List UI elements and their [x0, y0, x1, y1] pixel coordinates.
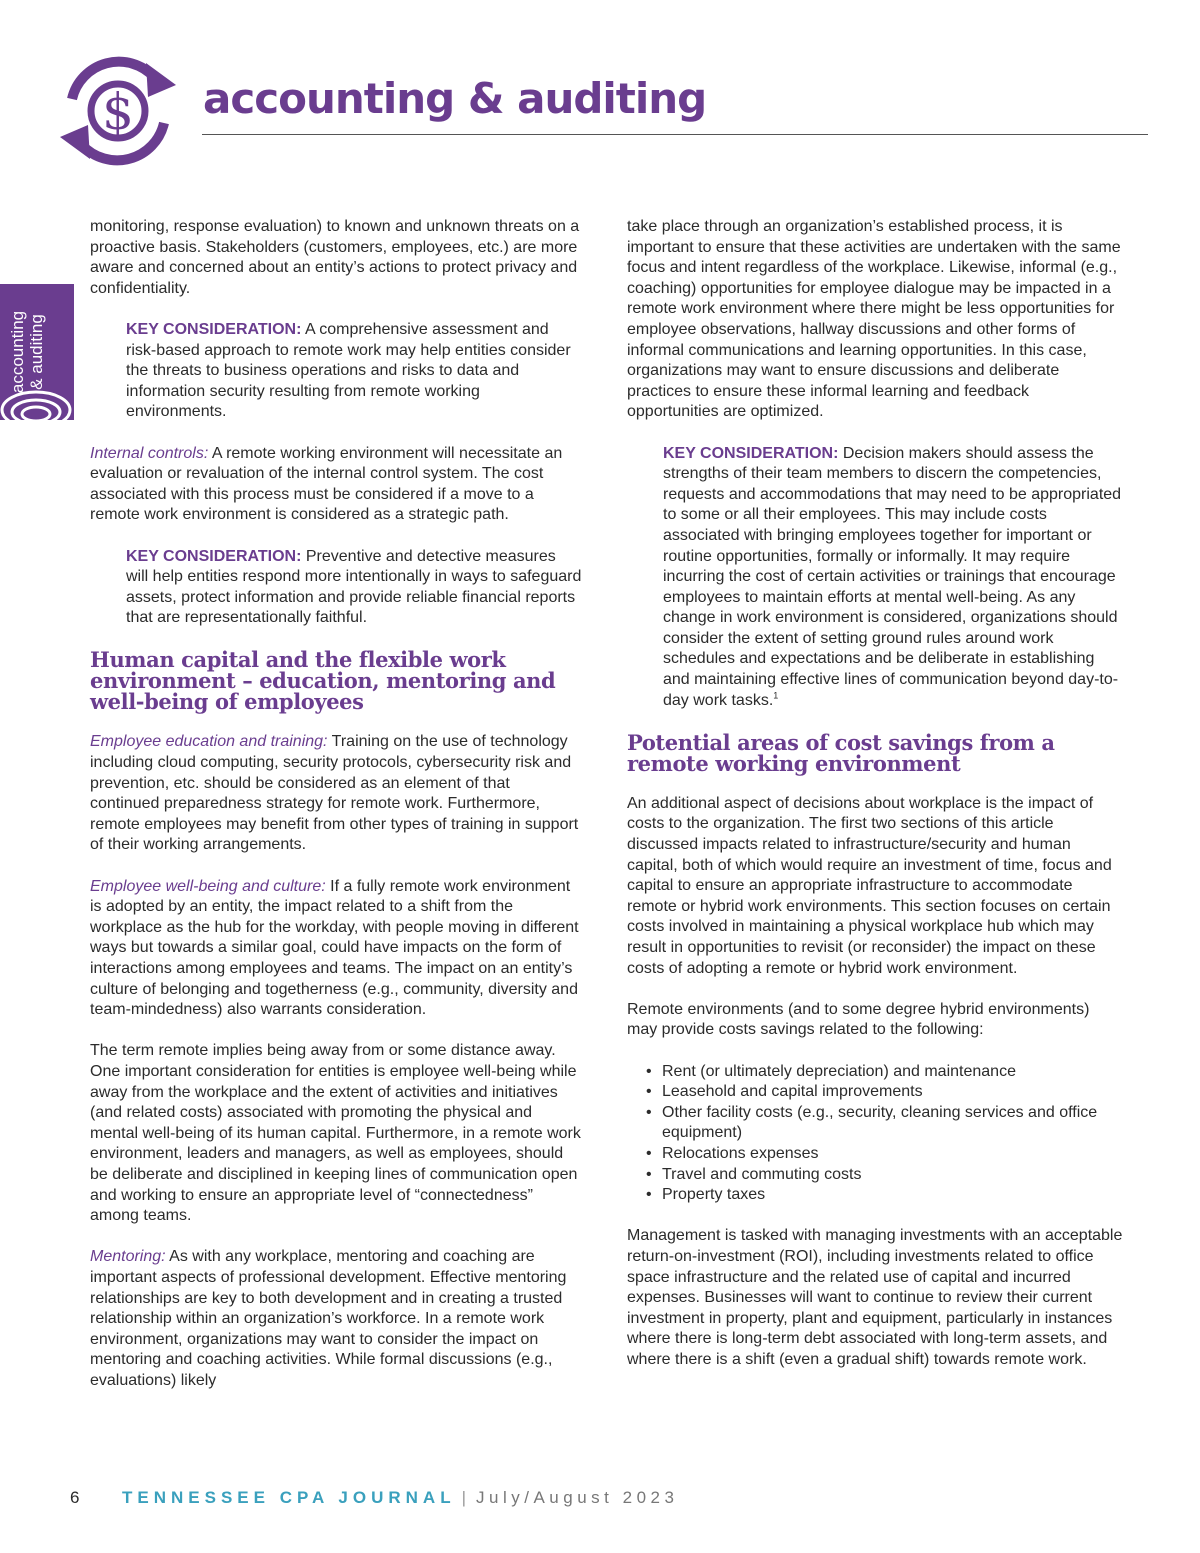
dollar-cycle-icon	[58, 55, 178, 167]
svg-text:$: $	[102, 83, 134, 141]
section-side-tab	[0, 284, 74, 420]
paragraph-text: As with any workplace, mentoring and coaching are important aspects of professional development. Effective mentoring relationships are key to both development and in creating a trusted relationship within an organization’s workforce. In a remote work environment, organizations may want to consider the impact on mentoring and coaching activities. While formal discussions (e.g., evaluations) likely	[90, 1248, 567, 1389]
paragraph: monitoring, response evaluation) to known and unknown threats on a proactive basis. Stakeholders (customers, employees, etc.) are more aware and concerned about an entity’s actions to protect privacy and confidentiality.	[90, 218, 580, 297]
footnote-marker: 1	[773, 690, 779, 701]
side-tab-line-1: accounting	[8, 310, 27, 394]
paragraph-lead: Employee well-being and culture:	[90, 877, 326, 895]
paragraph-text: Training on the use of technology including cloud computing, security protocols, cybersecurity risk and prevention, etc. should be considered as an element of that continued preparedness strategy for remote work. Furthermore, remote employees may benefit from other types of training in support of their working arrangements.	[90, 733, 579, 854]
key-consideration-text: Preventive and detective measures will help entities respond more intentionally in ways to safeguard assets, protect information and provide reliable financial reports that are representationally faithful.	[126, 547, 582, 627]
key-consideration	[663, 444, 1123, 712]
paragraph-lead: Mentoring:	[90, 1248, 166, 1266]
list-item: • Property taxes	[662, 1185, 1123, 1206]
list-item: • Leasehold and capital improvements	[662, 1082, 1123, 1103]
page-number: 6	[70, 1488, 80, 1507]
right-column	[627, 217, 1123, 1391]
list-item: • Rent (or ultimately depreciation) and maintenance	[662, 1062, 1123, 1083]
page-footer	[70, 1488, 678, 1508]
paragraph-lead: Internal controls:	[90, 444, 209, 462]
left-column	[90, 217, 582, 1412]
section-heading: Potential areas of cost savings from a remote working environment	[627, 729, 1055, 776]
paragraph	[90, 877, 582, 1021]
section-heading: Human capital and the flexible work environment – education, mentoring and well-being of employees	[90, 647, 556, 715]
key-consideration-label: KEY CONSIDERATION:	[126, 320, 302, 338]
issue-date: July/August 2023	[476, 1488, 679, 1507]
globe-swirl-icon	[0, 380, 74, 420]
paragraph: Management is tasked with managing investments with an acceptable return-on-investment (ROI), including investments related to office space infrastructure and the related use of capital and incurred expenses. Businesses will want to continue to review their current investment in property, plant and equipment, particularly in instances where there is long-term debt associated with long-term assets, and where there is a shift (even a gradual shift) towards remote work.	[627, 1227, 1123, 1368]
paragraph: Remote environments (and to some degree hybrid environments) may provide costs savings related to the following:	[627, 1000, 1090, 1039]
paragraph: An additional aspect of decisions about workplace is the impact of costs to the organization. The first two sections of this article discussed impacts related to infrastructure/security and human capital, both of which would require an investment of time, focus and capital to ensure an appropriate infrastructure to accommodate remote or hybrid work environments. This section focuses on certain costs involved in maintaining a physical workplace hub which may result in opportunities to revisit (or reconsider) the impact on these costs of adopting a remote or hybrid work environment.	[627, 794, 1112, 977]
paragraph	[90, 732, 582, 856]
footer-separator: |	[461, 1488, 467, 1507]
paragraph	[90, 444, 582, 526]
paragraph	[90, 1247, 582, 1391]
key-consideration-text: Decision makers should assess the strengths of their team members to discern the competencies, requests and accommodations that may need to be appropriated to some or all their employees. This may include costs associated with bringing employees together for important or routine opportunities, formally or informally. It may require incurring the cost of certain activities or trainings that encourage employees to maintain efforts at mental well-being. As any change in work environment is considered, organizations should consider the extent of setting ground rules around work schedules and expectations and be deliberate in establishing and maintaining effective lines of communication beyond day-to-day work tasks.	[663, 444, 1122, 709]
paragraph-text: A remote working environment will necessitate an evaluation or revaluation of the internal control system. The cost associated with this process must be considered if a move to a remote work environment is considered as a strategic path.	[90, 444, 563, 524]
cost-savings-list	[627, 1062, 1123, 1206]
list-item: • Travel and commuting costs	[662, 1165, 1123, 1186]
paragraph: take place through an organization’s established process, it is important to ensure that these activities are undertaken with the same focus and intent regardless of the workplace. Likewise, informal (e.g., coaching) opportunities for employee dialogue may be impacted in a remote work environment where there might be less opportunities for employee observations, hallway discussions and other forms of informal communications and learning opportunities. In this case, organizations may want to ensure discussions and deliberate practices to ensure these informal learning and feedback opportunities are optimized.	[627, 218, 1121, 421]
list-item: • Other facility costs (e.g., security, cleaning services and office equipment)	[662, 1103, 1123, 1144]
key-consideration-text: A comprehensive assessment and risk-based approach to remote work may help entities consider the threats to business operations and risks to data and information security resulting from remote working environments.	[126, 320, 571, 421]
side-tab-line-2: & auditing	[27, 314, 46, 390]
paragraph: The term remote implies being away from or some distance away. One important consideration for entities is employee well-being while away from the workplace and the extent of activities and initiatives (and related costs) associated with promoting the physical and mental well-being of its human capital. Furthermore, in a remote work environment, leaders and managers, as well as employees, should be deliberate and disciplined in keeping lines of communication open and working to ensure an appropriate level of “connectedness” among teams.	[90, 1042, 581, 1225]
journal-name: TENNESSEE CPA JOURNAL	[122, 1488, 456, 1507]
paragraph-lead: Employee education and training:	[90, 733, 328, 751]
key-consideration	[126, 320, 582, 423]
header-divider	[202, 134, 1148, 135]
list-item: • Relocations expenses	[662, 1144, 1123, 1165]
section-title: accounting & auditing	[203, 74, 707, 123]
key-consideration-label: KEY CONSIDERATION:	[126, 547, 302, 565]
key-consideration	[126, 547, 582, 629]
paragraph-text: If a fully remote work environment is adopted by an entity, the impact related to a shift from the workplace as the hub for the workday, with people moving in different ways but towards a similar goal, could have impacts on the form of interactions among employees and teams. The impact on an entity’s culture of belonging and togetherness (e.g., community, diversity and team-mindedness) also warrants consideration.	[90, 877, 579, 1019]
key-consideration-label: KEY CONSIDERATION:	[663, 444, 839, 462]
